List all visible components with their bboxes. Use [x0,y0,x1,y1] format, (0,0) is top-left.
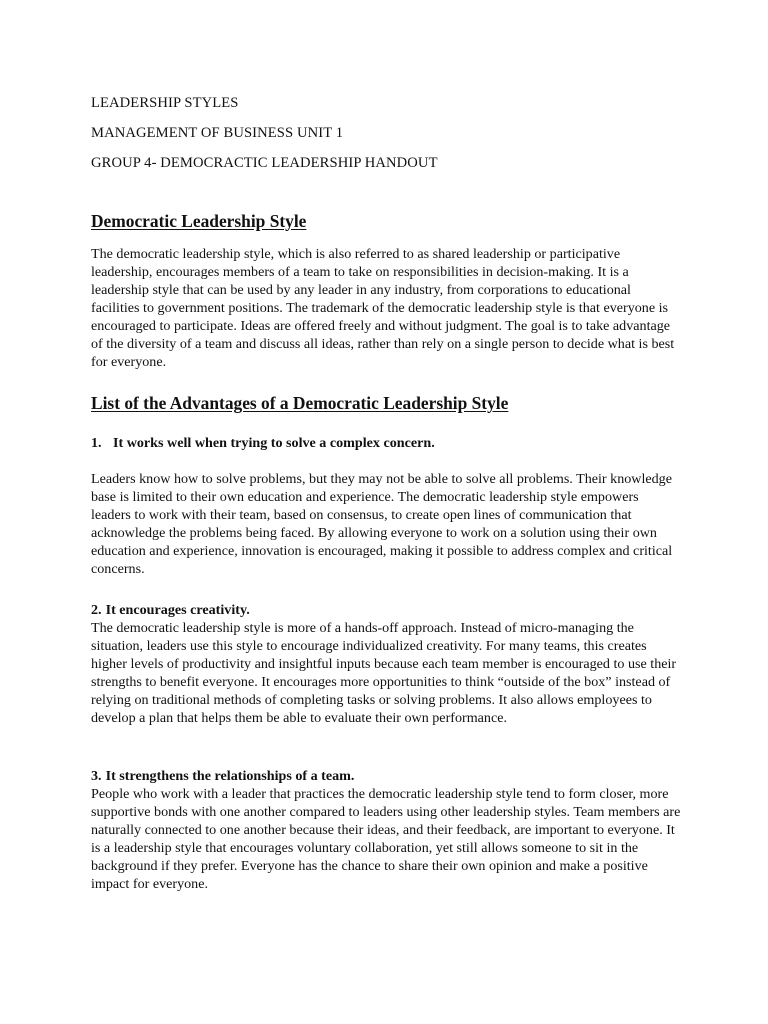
advantage-heading-text-3: It strengthens the relationships of a team. [105,768,355,784]
advantage-number-2: 2. [91,602,102,618]
advantage-body-1: Leaders know how to solve problems, but they may not be able to solve all problems. Their knowledge base is limited to their own education and experience. The democratic leadership style empowers leaders to work with their team, based on consensus, to create open lines of communication that acknowledge the problems being faced. By allowing everyone to work on a solution using their own education and experience, innovation is encouraged, making it possible to address complex and critical concerns. [91,471,673,577]
advantage-heading-2 [91,601,250,619]
advantage-heading-text-2: It encourages creativity. [105,602,250,618]
advantage-number-1: 1. [91,435,102,451]
group-handout-line: GROUP 4- DEMOCRACTIC LEADERSHIP HANDOUT [91,155,438,171]
advantage-heading-text-1: It works well when trying to solve a complex concern. [113,435,435,451]
advantage-heading-1 [91,434,435,452]
intro-paragraph: The democratic leadership style, which is also referred to as shared leadership or participative leadership, encourages members of a team to take on responsibilities in decision-making. It is a leadership style that can be used by any leader in any industry, from corporations to educational facilities to government positions. The trademark of the democratic leadership style is that everyone is encouraged to participate. Ideas are offered freely and without judgment. The goal is to take advantage of the diversity of a team and discuss all ideas, rather than rely on a single person to decide what is best for everyone. [91,246,675,370]
course-unit-line: MANAGEMENT OF BUSINESS UNIT 1 [91,125,344,141]
advantage-number-3: 3. [91,768,102,784]
advantage-heading-3 [91,767,354,785]
section-title-advantages: List of the Advantages of a Democratic Leadership Style [91,393,509,413]
advantage-body-3: People who work with a leader that practices the democratic leadership style tend to form closer, more supportive bonds with one another compared to leaders using other leadership styles. Team members are naturally connected to one another because their ideas, and their feedback, are important to everyone. It is a leadership style that encourages voluntary collaboration, yet still allows someone to sit in the background if they prefer. Everyone has the chance to share their own opinion and make a positive impact for everyone. [91,786,681,892]
course-topic-line: LEADERSHIP STYLES [91,95,239,111]
section-title-democratic-style: Democratic Leadership Style [91,211,307,231]
advantage-body-2: The democratic leadership style is more of a hands-off approach. Instead of micro-managing the situation, leaders use this style to encourage individualized creativity. For many teams, this creates higher levels of productivity and insightful inputs because each team member is encouraged to use their strengths to benefit everyone. It encourages more opportunities to think “outside of the box” instead of relying on traditional methods of completing tasks or solving problems. It also allows employees to develop a plan that helps them be able to evaluate their own performance. [91,620,677,726]
